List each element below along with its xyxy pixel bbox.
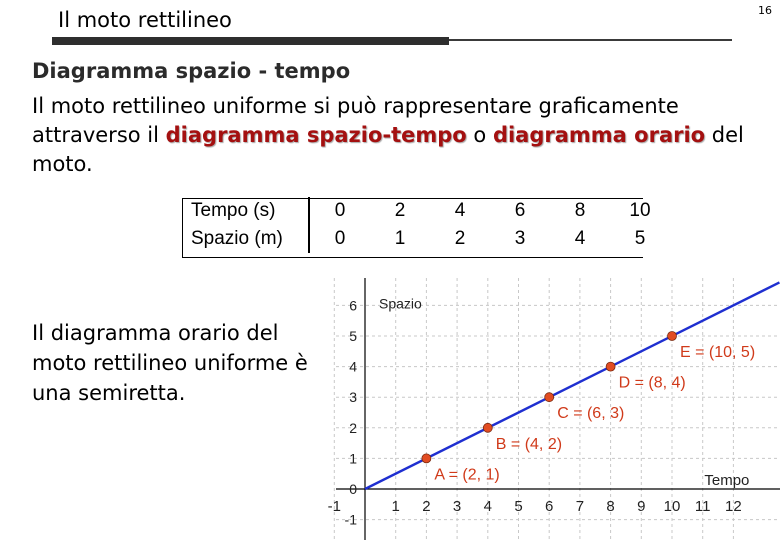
table-cell: 4: [574, 228, 586, 249]
x-tick-label: 2: [422, 498, 431, 515]
table-cell: 6: [514, 200, 526, 221]
table-cell: 3: [514, 228, 526, 249]
x-tick-label: 7: [575, 498, 585, 515]
intro-paragraph: [32, 92, 762, 179]
table-cell: 8: [574, 200, 586, 221]
section-heading: Diagramma spazio - tempo: [32, 59, 351, 83]
highlight-diagramma-spazio-tempo: diagramma spazio-tempo: [165, 123, 467, 147]
y-tick-label: 4: [349, 358, 357, 375]
y-tick-label: -1: [344, 511, 357, 528]
y-tick-label: 6: [349, 297, 357, 314]
intro-text-2: o: [466, 123, 493, 147]
title-underline-rule: [449, 39, 732, 41]
highlight-diagramma-orario: diagramma orario: [492, 123, 706, 147]
data-point: [545, 393, 554, 402]
x-axis-label: Tempo: [704, 472, 750, 489]
x-tick-label: 9: [637, 498, 646, 515]
data-point: [422, 454, 431, 463]
x-tick-label: 4: [483, 498, 492, 515]
intro-text-3: del moto.: [32, 123, 744, 176]
x-tick-label: 11: [694, 498, 711, 515]
spazio-tempo-graph: [327, 278, 780, 540]
y-tick-label: 1: [349, 450, 357, 467]
x-tick-label: 3: [452, 498, 462, 515]
table-cell: 2: [454, 228, 466, 249]
data-point: [668, 332, 677, 341]
x-tick-label: 5: [514, 498, 523, 515]
x-tick-label: 1: [391, 498, 400, 515]
data-point-label: D = (8, 4): [618, 374, 686, 392]
slide-title: Il moto rettilineo: [58, 8, 232, 32]
x-tick-label: 12: [725, 498, 742, 515]
data-point-label: A = (2, 1): [434, 466, 500, 484]
y-tick-label: 3: [349, 389, 357, 406]
table-cell: 4: [454, 200, 466, 221]
y-tick-label: 5: [349, 328, 357, 344]
table-row-label: Spazio (m): [182, 225, 309, 253]
x-tick-label: -1: [327, 498, 341, 515]
data-point-label: C = (6, 3): [557, 405, 625, 423]
table-cell: 10: [629, 200, 651, 221]
data-point-label: B = (4, 2): [495, 435, 563, 453]
data-point: [606, 362, 615, 371]
page-number: 16: [758, 4, 772, 17]
data-table: [182, 197, 670, 253]
table-row-label: Tempo (s): [182, 197, 309, 225]
table-row-tempo: [182, 197, 670, 225]
table-cell: 2: [394, 200, 406, 221]
data-point: [483, 423, 492, 432]
y-axis-label: Spazio: [379, 295, 422, 312]
title-underline-bar: [52, 37, 449, 45]
table-cell: 0: [334, 228, 346, 249]
table-cell: 1: [394, 228, 406, 249]
table-row-spazio: [182, 225, 670, 253]
x-tick-label: 10: [663, 498, 681, 515]
x-tick-label: 8: [606, 498, 615, 515]
x-tick-label: 6: [545, 498, 554, 515]
y-tick-label: 0: [349, 481, 357, 497]
y-tick-label: 2: [349, 419, 357, 436]
intro-text-1: Il moto rettilineo uniforme si può rappresentare graficamente attraverso il: [32, 94, 679, 147]
table-cell: 5: [634, 228, 646, 249]
table-cell: 0: [334, 200, 346, 221]
data-point-label: E = (10, 5): [680, 344, 756, 361]
semiretta-note: Il diagramma orario del moto rettilineo uniforme è una semiretta.: [32, 321, 308, 405]
